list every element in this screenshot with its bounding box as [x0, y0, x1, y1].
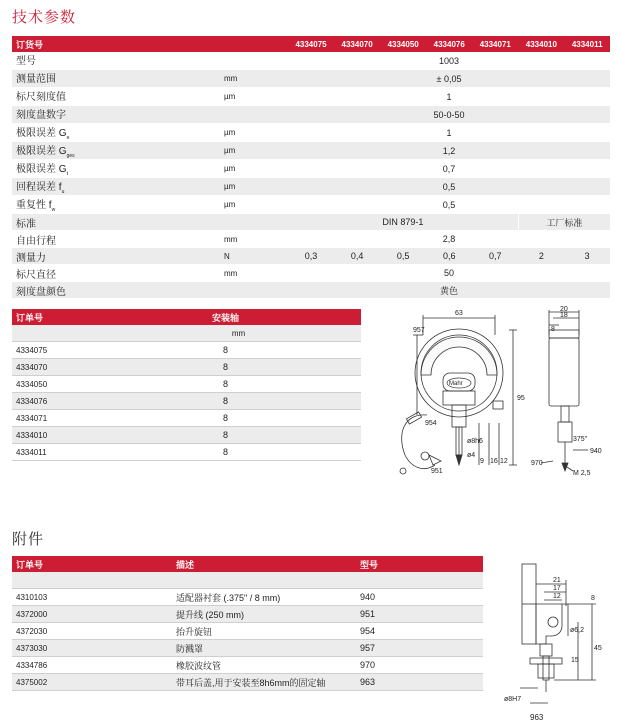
acc-model: 951	[356, 606, 483, 623]
table-row	[12, 606, 483, 623]
spec-unit: mm	[198, 231, 288, 248]
acc-desc: 抬升旋钮	[172, 623, 356, 640]
acc-model: 954	[356, 623, 483, 640]
acc-order: 4372030	[12, 623, 172, 640]
spindle-unit-row	[12, 325, 361, 342]
spindle-order: 4334070	[12, 359, 90, 376]
spec-value: 0,5	[288, 178, 610, 196]
dim-label: 45	[594, 645, 602, 652]
accessories-table	[12, 556, 483, 691]
spec-label: 重复性 $f_w$	[12, 196, 198, 214]
table-row	[12, 376, 361, 393]
spec-unit: µm	[198, 124, 288, 142]
table-row	[12, 589, 483, 606]
spec-unit: N	[198, 248, 288, 265]
spindle-order: 4334076	[12, 393, 90, 410]
spec-unit	[198, 52, 288, 70]
spec-value: 工厂标准	[518, 214, 610, 231]
spec-value: 0,7	[472, 248, 518, 265]
acc-col-model: 型号	[356, 556, 483, 572]
spec-row	[12, 124, 610, 142]
spec-label: 测量范围	[12, 70, 198, 88]
spindle-value: 8	[90, 444, 361, 461]
spindle-order: 4334010	[12, 427, 90, 444]
dim-label: ø6,2	[570, 627, 585, 634]
spec-row	[12, 70, 610, 88]
dim-label: 8	[591, 595, 595, 602]
spec-label: 型号	[12, 52, 198, 70]
acc-spacer-row	[12, 572, 483, 589]
spindle-order: 4334075	[12, 342, 90, 359]
acc-desc: 防溅罩	[172, 640, 356, 657]
acc-desc: 适配器衬套 (.375" / 8 mm)	[172, 589, 356, 606]
spindle-header-row	[12, 309, 361, 325]
spec-value: DIN 879-1	[288, 214, 518, 231]
section-title-tech: 技术参数	[12, 9, 77, 26]
table-row	[12, 410, 361, 427]
spindle-col-order: 订单号	[12, 309, 90, 325]
table-row	[12, 640, 483, 657]
dim-label: 12	[500, 458, 508, 465]
spec-label: 测量力	[12, 248, 198, 265]
spec-unit: µm	[198, 178, 288, 196]
acc-order: 4373030	[12, 640, 172, 657]
acc-order: 4334786	[12, 657, 172, 674]
dim-label: 20	[560, 306, 568, 313]
spec-value: ± 0,05	[288, 70, 610, 88]
spec-value: 黄色	[288, 282, 610, 299]
acc-desc: 橡胶波纹管	[172, 657, 356, 674]
acc-order: 4310103	[12, 589, 172, 606]
table-row	[12, 657, 483, 674]
spec-value: 0,4	[334, 248, 380, 265]
spindle-order: 4334050	[12, 376, 90, 393]
acc-order: 4375002	[12, 674, 172, 691]
dim-label: 375"	[573, 436, 588, 443]
spec-header-row	[12, 36, 610, 52]
header-code: 4334050	[380, 36, 426, 52]
spec-row-dial-color	[12, 282, 610, 299]
spec-row	[12, 178, 610, 196]
accessories-header-row	[12, 556, 483, 572]
table-row	[12, 674, 483, 691]
acc-desc: 提升线 (250 mm)	[172, 606, 356, 623]
spec-label: 刻度盘数字	[12, 106, 198, 124]
spec-row	[12, 106, 610, 124]
acc-model: 940	[356, 589, 483, 606]
spec-value: 0,3	[288, 248, 334, 265]
dim-label: 12	[553, 593, 561, 600]
dim-label: ø8h6	[467, 438, 483, 445]
header-code: 4334071	[472, 36, 518, 52]
spec-table	[12, 36, 610, 299]
table-row	[12, 342, 361, 359]
dim-label: 8	[551, 326, 555, 333]
spec-label: 极限误差 $G_e$	[12, 124, 198, 142]
spec-unit: µm	[198, 142, 288, 160]
spindle-unit: mm	[90, 325, 361, 342]
acc-order: 4372000	[12, 606, 172, 623]
gauge-dimension-drawing	[383, 305, 611, 480]
spec-unit: µm	[198, 88, 288, 106]
spec-row-free-travel	[12, 231, 610, 248]
spindle-table	[12, 309, 361, 461]
spec-value: 1003	[288, 52, 610, 70]
spindle-order: 4334011	[12, 444, 90, 461]
dim-label: 940	[590, 448, 602, 455]
back-cover-dimension-drawing	[500, 560, 615, 725]
logo-text: Mahr	[449, 381, 463, 387]
spindle-order: 4334071	[12, 410, 90, 427]
spec-value: 0,7	[288, 160, 610, 178]
spindle-col-axis: 安装轴	[90, 309, 361, 325]
spindle-value: 8	[90, 376, 361, 393]
dim-label: 970	[531, 460, 543, 467]
table-row	[12, 359, 361, 376]
spec-unit: µm	[198, 160, 288, 178]
spec-value: 50	[288, 265, 610, 282]
acc-col-order: 订单号	[12, 556, 172, 572]
spindle-value: 8	[90, 427, 361, 444]
acc-desc: 带耳后盖,用于安装至8h6mm的固定轴	[172, 674, 356, 691]
acc-model: 970	[356, 657, 483, 674]
spindle-value: 8	[90, 359, 361, 376]
header-order-label: 订货号	[12, 36, 198, 52]
dim-label: 9	[480, 458, 484, 465]
dim-label: 957	[413, 327, 425, 334]
acc-model: 963	[356, 674, 483, 691]
spec-label: 刻度盘颜色	[12, 282, 198, 299]
dim-label: ø4	[467, 452, 476, 459]
spec-value: 2	[518, 248, 564, 265]
table-row	[12, 444, 361, 461]
header-code: 4334076	[426, 36, 472, 52]
spec-unit	[198, 106, 288, 124]
table-row	[12, 427, 361, 444]
table-row	[12, 623, 483, 640]
dim-label: 17	[553, 585, 561, 592]
header-code: 4334011	[564, 36, 610, 52]
spec-row	[12, 52, 610, 70]
table-row	[12, 393, 361, 410]
spec-value: 1	[288, 124, 610, 142]
spec-label: 标尺直径	[12, 265, 198, 282]
spec-value: 0,5	[380, 248, 426, 265]
spec-row-standard	[12, 214, 610, 231]
spec-value: 3	[564, 248, 610, 265]
spec-value: 50-0-50	[288, 106, 610, 124]
spec-unit: mm	[198, 70, 288, 88]
drawing-caption: 963	[530, 713, 544, 722]
spec-unit: mm	[198, 265, 288, 282]
spec-label: 回程误差 $f_u$	[12, 178, 198, 196]
header-code: 4334075	[288, 36, 334, 52]
dim-label: 63	[455, 310, 463, 317]
dim-label: 16	[490, 458, 498, 465]
dim-label: 21	[553, 577, 561, 584]
dim-label: 954	[425, 420, 437, 427]
header-code: 4334010	[518, 36, 564, 52]
dim-label: 951	[431, 468, 443, 475]
header-code: 4334070	[334, 36, 380, 52]
spec-value: 0,5	[288, 196, 610, 214]
dim-label: ø8H7	[504, 696, 522, 703]
spec-label: 极限误差 $G_t$	[12, 160, 198, 178]
spindle-value: 8	[90, 410, 361, 427]
spec-row	[12, 196, 610, 214]
spec-value: 2,8	[288, 231, 610, 248]
spec-row	[12, 142, 610, 160]
spec-label: 标准	[12, 214, 198, 231]
dim-label: 18	[560, 312, 568, 319]
dim-label: 95	[517, 395, 525, 402]
spec-label: 标尺刻度值	[12, 88, 198, 106]
dim-label: 15	[571, 657, 579, 664]
spec-label: 自由行程	[12, 231, 198, 248]
spec-row	[12, 160, 610, 178]
spec-unit: µm	[198, 196, 288, 214]
spindle-value: 8	[90, 393, 361, 410]
spec-row-dial-dia	[12, 265, 610, 282]
spec-value: 1	[288, 88, 610, 106]
spec-label: 极限误差 $G_{ges}$	[12, 142, 198, 160]
acc-model: 957	[356, 640, 483, 657]
acc-col-desc: 描述	[172, 556, 356, 572]
section-title-accessories: 附件	[12, 531, 45, 548]
spec-row	[12, 88, 610, 106]
spec-row-force	[12, 248, 610, 265]
spec-value: 0,6	[426, 248, 472, 265]
spindle-value: 8	[90, 342, 361, 359]
dim-label: M 2,5	[573, 470, 591, 477]
spec-value: 1,2	[288, 142, 610, 160]
